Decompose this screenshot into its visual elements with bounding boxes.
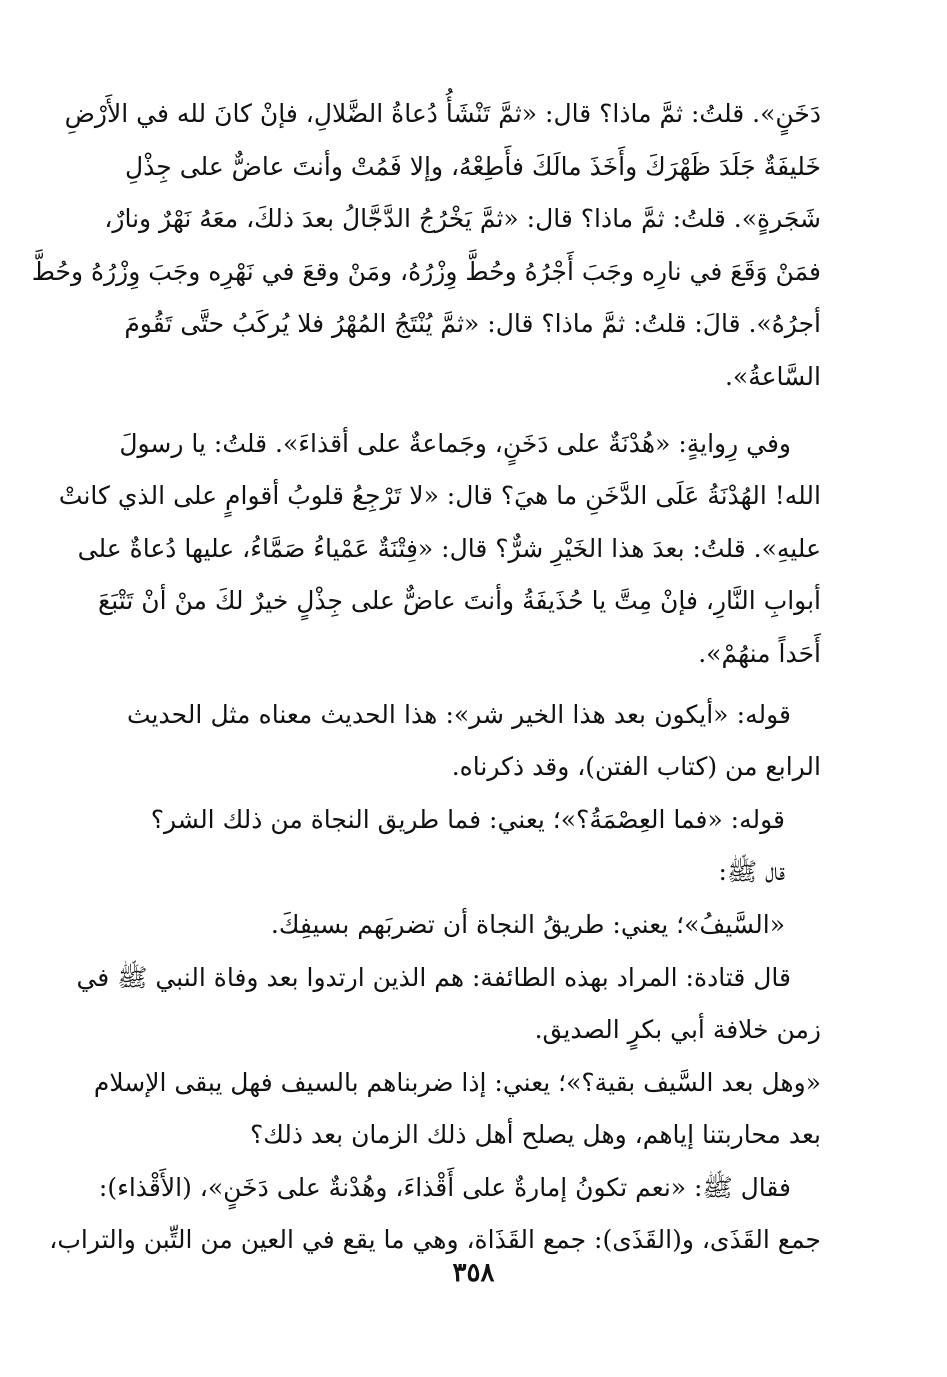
text-line: «وهل بعد السَّيف بقية؟»؛ يعني: إذا ضربناهم بالسيف فهل يبقى الإسلام [93,1067,821,1097]
paragraph-commentary-1 [127,689,821,794]
text-line: قال ﷺ: [718,857,785,887]
paragraph-riwaya [58,418,821,681]
text-line: أجرُهُ». قالَ: قلتُ: ثمَّ ماذا؟ قال: «ثمَّ يُنْتَجُ المُهْرُ فلا يُركَبُ حتَّى تَقُومَ [124,309,821,339]
text-line: فمَنْ وَقَعَ في نارِه وجَبَ أَجْرُهُ وحُطَّ وِزْرُهُ، ومَنْ وقعَ في نَهْرِه وجَبَ وِزْرُهُ وحُطَّ [31,256,821,286]
paragraph-commentary-5 [76,952,821,1057]
text-line: دَخَنٍ». قلتُ: ثمَّ ماذا؟ قال: «ثمَّ تَنْشَأُ دُعاةُ الضَّلالِ، فإنْ كانَ لله في الأَرْضِ [64,99,821,128]
page-number: ٣٥٨ [452,1258,495,1288]
text-line: أَحَداً منهُمْ». [698,638,821,668]
text-line: زمن خلافة أبي بكرٍ الصديق. [534,1015,821,1045]
text-line: قال قتادة: المراد بهذه الطائفة: هم الذين ارتدوا بعد وفاة النبي ﷺ في [76,962,791,992]
text-line: السَّاعةُ». [724,361,821,391]
text-line: قوله: «أيكون بعد هذا الخير شر»: هذا الحديث معناه مثل الحديث [127,699,791,729]
text-line: «السَّيفُ»؛ يعني: طريقُ النجاة أن تضربَهم بسيفِكَ. [270,909,785,939]
text-line: بعد محاربتنا إياهم، وهل يصلح أهل ذلك الزمان بعد ذلك؟ [249,1120,821,1150]
text-line: الله! الهُدْنَةُ عَلَى الدَّخَنِ ما هيَ؟ قال: «لا تَرْجِعُ قلوبُ أقوامٍ على الذي كانتْ [58,481,821,511]
text-line: جمع القَذَى، و(القَذَى): جمع القَذَاة، وهي ما يقع في العين من التِّبن والتراب، [49,1225,821,1255]
text-line: عليهِ». قلتُ: بعدَ هذا الخَيْرِ شرٌّ؟ قال: «فِتْنَةٌ عَمْياءُ صَمَّاءُ، عليها دُعاةٌ على [77,533,821,563]
text-line: وفي رِوايةٍ: «هُدْنَةٌ على دَخَنٍ، وجَماعةٌ على أقذاءَ». قلتُ: يا رسولَ [119,428,791,458]
page-body [31,88,821,1267]
text-line: الرابع من (كتاب الفتن)، وقد ذكرناه. [451,752,821,782]
paragraph-commentary-7 [49,1162,821,1267]
paragraph-hadith-continuation [31,88,821,404]
text-line: خَليفَةٌ جَلَدَ ظَهْرَكَ وأَخَذَ مالَكَ فأَطِعْهُ، وإلا فَمُتْ وأنتَ عاضٌّ على جِذْلِ [125,151,821,181]
text-line: قوله: «فما العِصْمَةُ؟»؛ يعني: فما طريق النجاة من ذلك الشر؟ [150,804,785,834]
paragraph-commentary-2 [127,794,821,847]
text-line: فقال ﷺ: «نعم تكونُ إمارةٌ على أَقْذاءَ، وهُدْنةٌ على دَخَنٍ»، (الأَقْذاء): [98,1172,791,1202]
paragraph-commentary-3 [127,846,821,899]
paragraph-commentary-4 [127,899,821,952]
text-line: شَجَرةٍ». قلتُ: ثمَّ ماذا؟ قال: «ثمَّ يَخْرُجُ الدَّجَّالُ بعدَ ذلكَ، معَهُ نَهْرٌ ونارٌ، [104,204,821,234]
paragraph-commentary-6 [93,1057,821,1162]
text-line: أبوابِ النَّارِ، فإنْ مِتَّ يا حُذَيفَةُ وأنتَ عاضٌّ على جِذْلٍ خيرٌ لكَ منْ أنْ تَتْبَعَ [97,586,821,616]
